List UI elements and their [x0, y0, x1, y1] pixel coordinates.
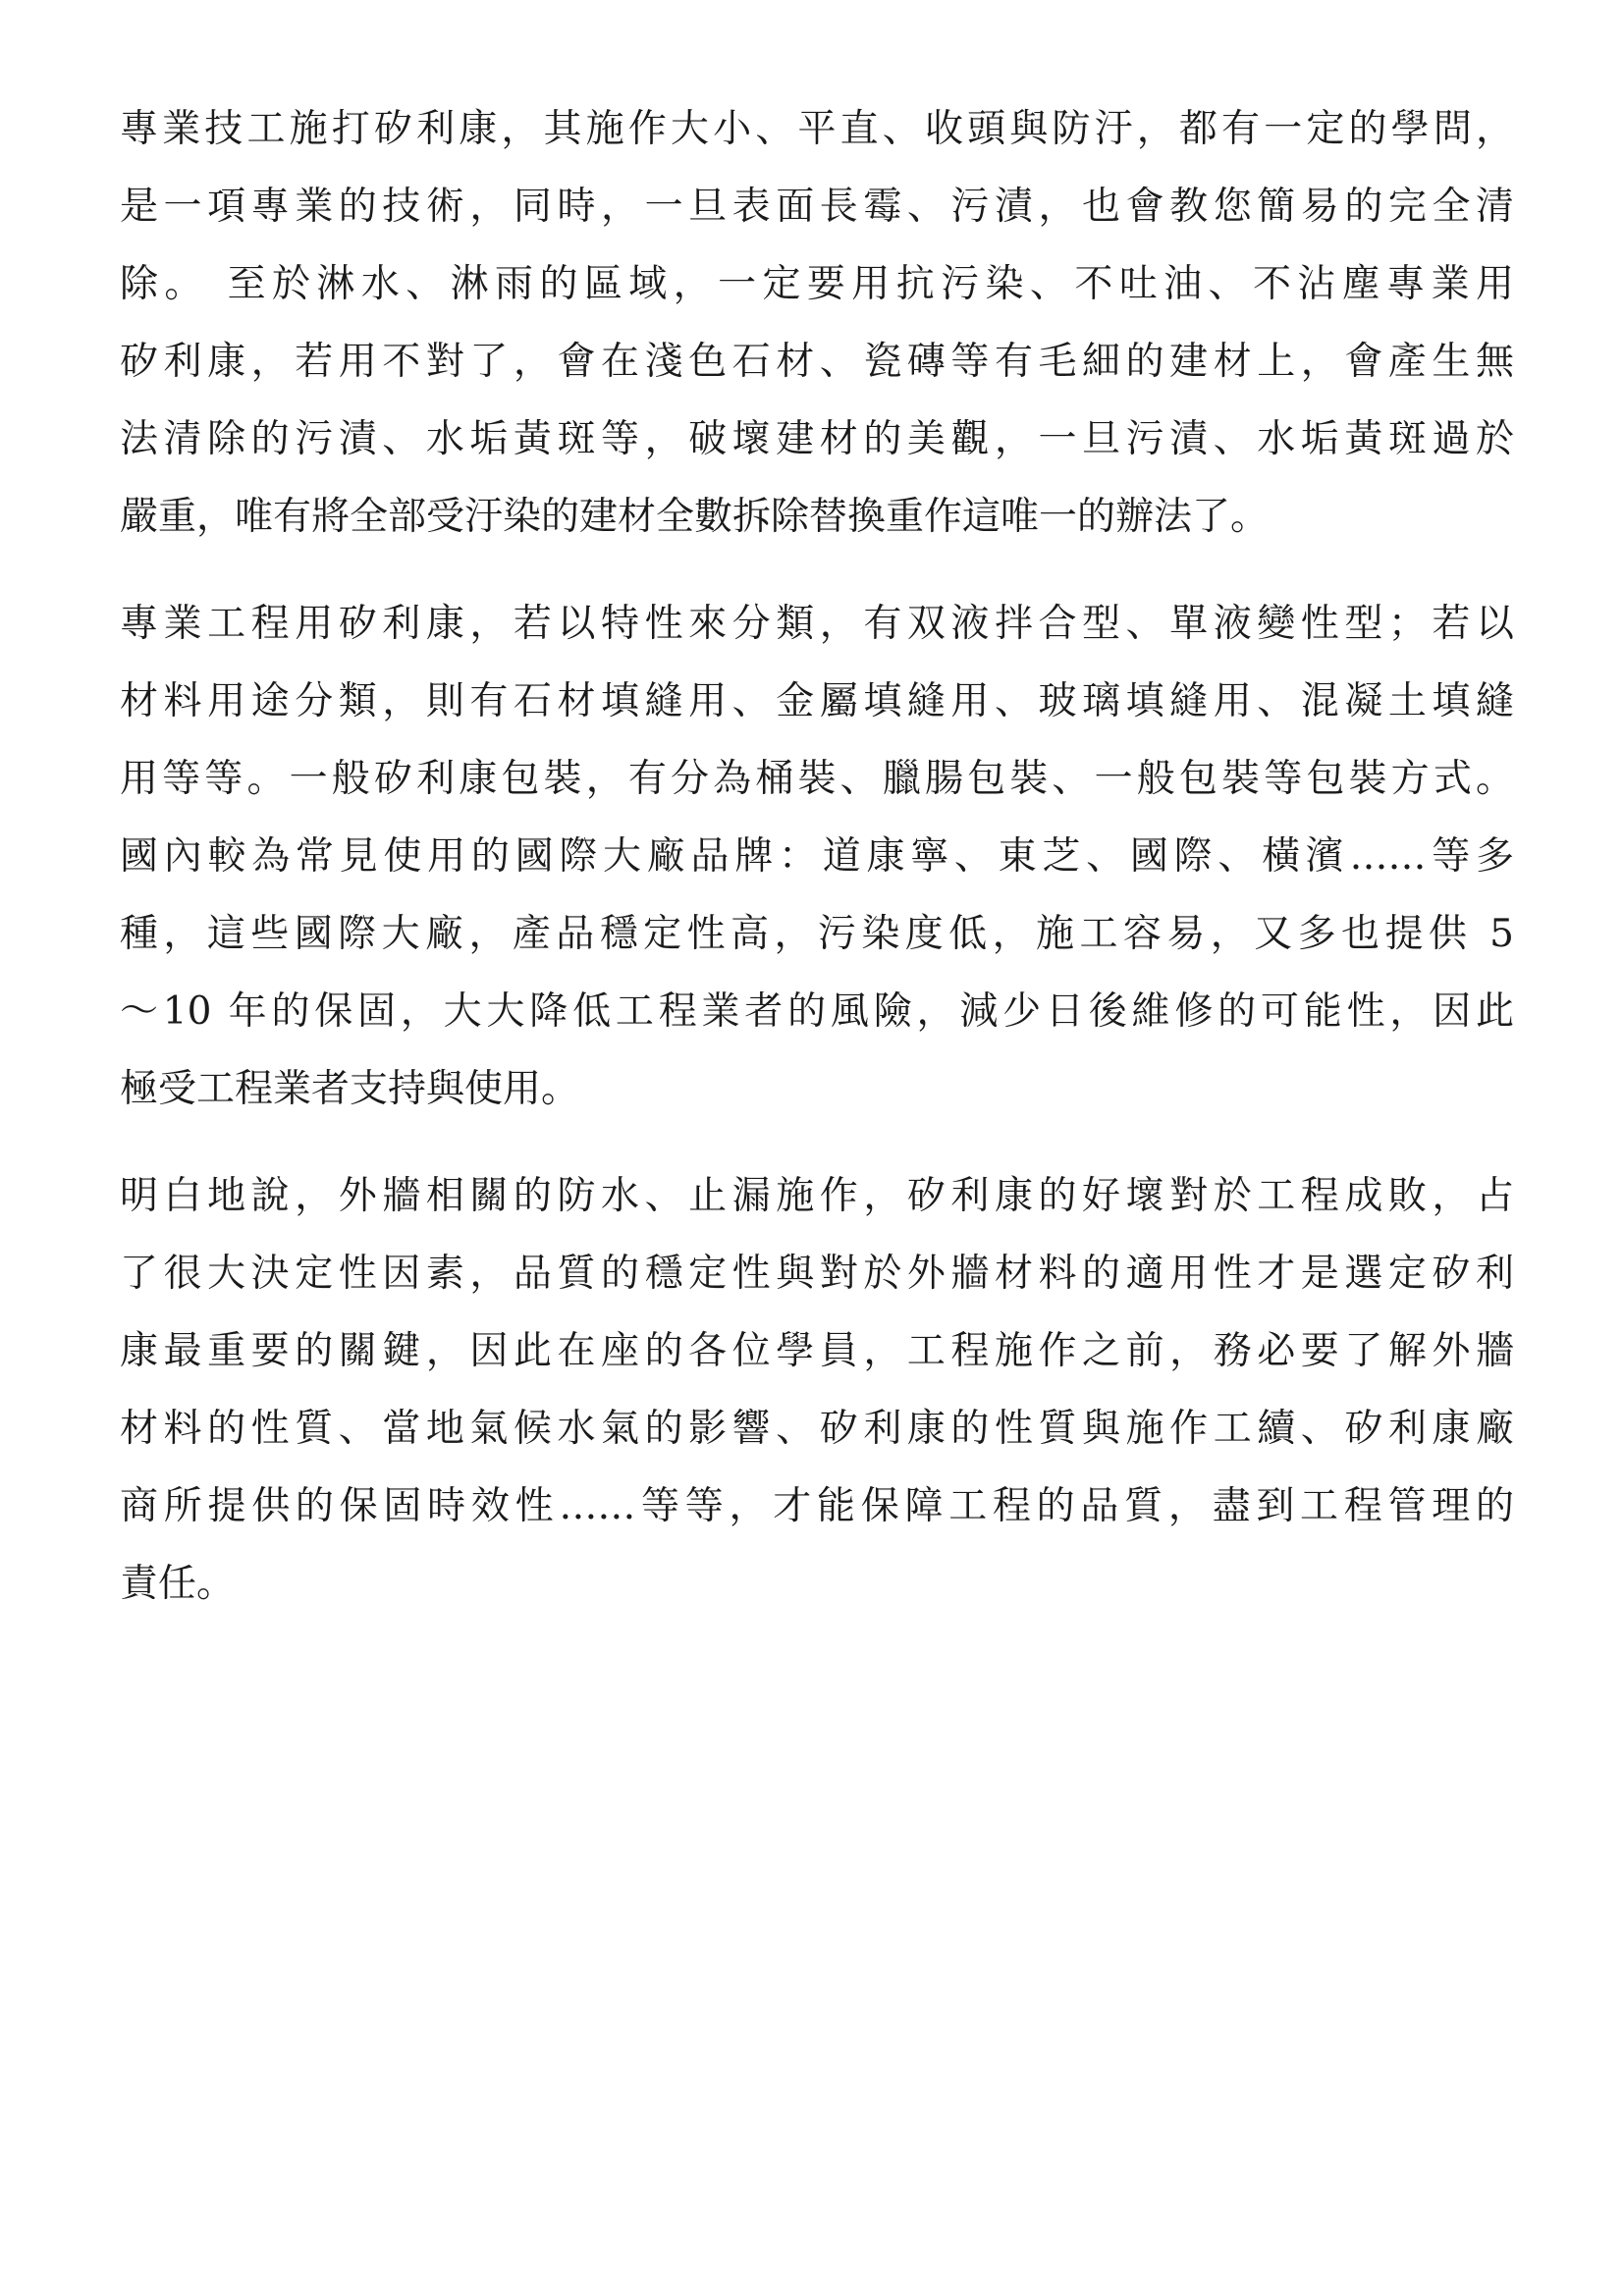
- text-line: 專業技工施打矽利康，其施作大小、平直、收頭與防汙，都有一定的學問，: [120, 107, 1514, 151]
- text-line: 材料的性質、當地氣候水氣的影響、矽利康的性質與施作工續、矽利康廠: [120, 1407, 1514, 1451]
- text-line: 商所提供的保固時效性……等等，才能保障工程的品質，盡到工程管理的: [120, 1484, 1514, 1528]
- text-line: 除。 至於淋水、淋雨的區域，一定要用抗污染、不吐油、不沾塵專業用: [120, 262, 1514, 306]
- text-line: 了很大決定性因素，品質的穩定性與對於外牆材料的適用性才是選定矽利: [120, 1252, 1514, 1296]
- text-line: 國內較為常見使用的國際大廠品牌：道康寧、東芝、國際、橫濱……等多: [120, 834, 1514, 879]
- text-line: 材料用途分類，則有石材填縫用、金屬填縫用、玻璃填縫用、混凝土填縫: [120, 679, 1514, 723]
- text-line: 責任。: [120, 1562, 236, 1606]
- text-line: 用等等。一般矽利康包裝，有分為桶裝、臘腸包裝、一般包裝等包裝方式。: [120, 757, 1514, 801]
- text-line: 明白地說，外牆相關的防水、止漏施作，矽利康的好壞對於工程成敗，占: [120, 1174, 1514, 1218]
- text-line: 是一項專業的技術，同時，一旦表面長霉、污漬，也會教您簡易的完全清: [120, 185, 1514, 229]
- text-line: ～10 年的保固，大大降低工程業者的風險，減少日後維修的可能性，因此: [120, 989, 1514, 1034]
- text-line: 專業工程用矽利康，若以特性來分類，有双液拌合型、單液變性型；若以: [120, 602, 1514, 646]
- text-line: 嚴重，唯有將全部受汙染的建材全數拆除替換重作這唯一的辦法了。: [120, 495, 1270, 539]
- text-line: 康最重要的關鍵，因此在座的各位學員，工程施作之前，務必要了解外牆: [120, 1329, 1514, 1373]
- text-line: 矽利康，若用不對了，會在淺色石材、瓷磚等有毛細的建材上，會產生無: [120, 340, 1514, 384]
- text-line: 極受工程業者支持與使用。: [120, 1067, 580, 1111]
- text-line: 種，這些國際大廠，產品穩定性高，污染度低，施工容易，又多也提供 5: [120, 912, 1514, 956]
- text-line: 法清除的污漬、水垢黃斑等，破壞建材的美觀，一旦污漬、水垢黃斑過於: [120, 417, 1514, 461]
